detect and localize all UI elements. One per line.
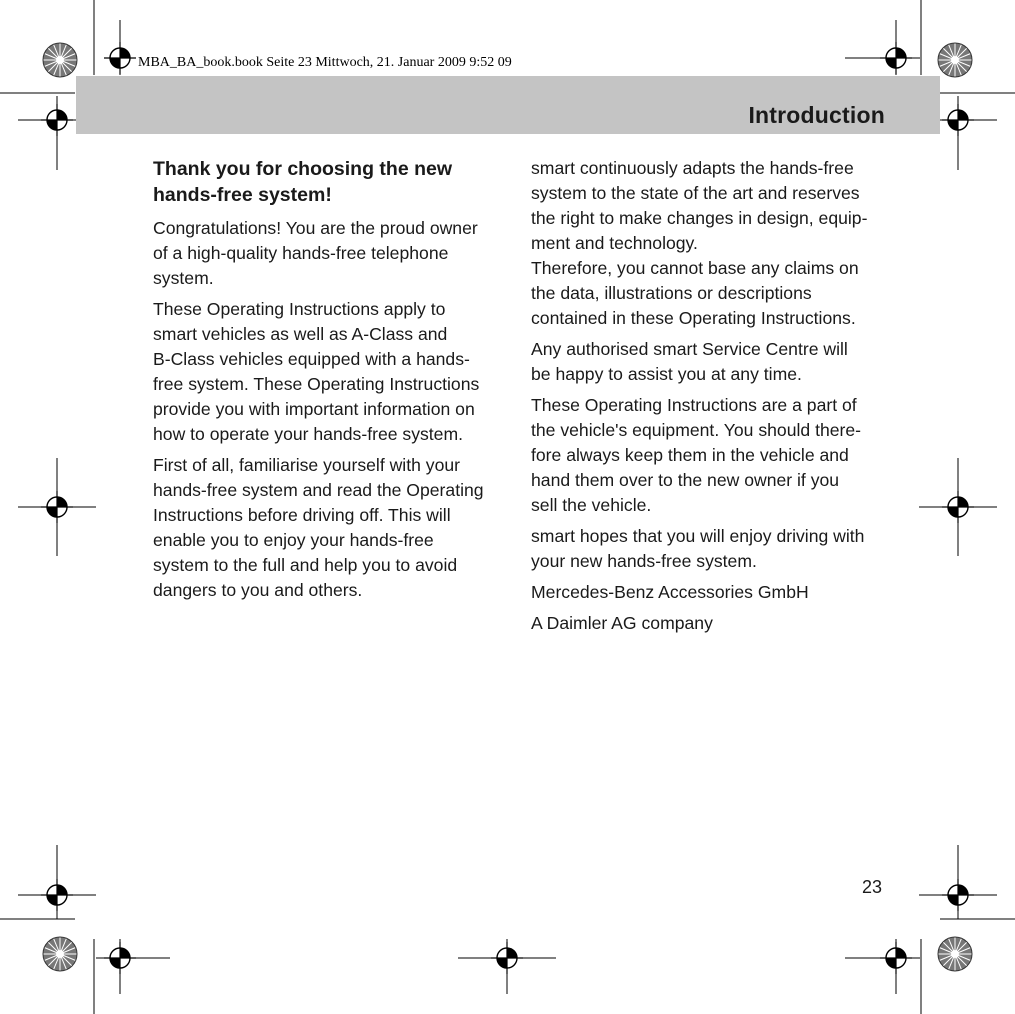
text-line: system. xyxy=(153,268,214,288)
text-line: be happy to assist you at any time. xyxy=(531,364,802,384)
page-number: 23 xyxy=(862,877,883,897)
paragraph xyxy=(531,156,893,331)
section-title: Introduction xyxy=(748,102,885,128)
text-line: First of all, familiarise yourself with your xyxy=(153,455,460,475)
text-line: your new hands-free system. xyxy=(531,551,757,571)
text-line: Instructions before driving off. This will xyxy=(153,505,451,525)
heading xyxy=(153,156,509,208)
text-line: smart vehicles as well as A-Class and xyxy=(153,324,448,344)
text-line: provide you with important information on xyxy=(153,399,475,419)
text-line: the data, illustrations or descriptions xyxy=(531,283,812,303)
text-line: Mercedes-Benz Accessories GmbH xyxy=(531,582,809,602)
text-line: hands-free system and read the Operating xyxy=(153,480,484,500)
text-line: Congratulations! You are the proud owner xyxy=(153,218,478,238)
text-line: Therefore, you cannot base any claims on xyxy=(531,258,859,278)
paragraph xyxy=(153,297,509,447)
text-line: These Operating Instructions are a part of xyxy=(531,395,857,415)
print-slug: MBA_BA_book.book Seite 23 Mittwoch, 21. Januar 2009 9:52 09 xyxy=(138,55,512,70)
text-line: ment and technology. xyxy=(531,233,698,253)
text-line: dangers to you and others. xyxy=(153,580,363,600)
text-line: enable you to enjoy your hands-free xyxy=(153,530,434,550)
paragraph xyxy=(531,611,893,636)
left-column xyxy=(153,156,509,609)
paragraph xyxy=(531,580,893,605)
text-line: B-Class vehicles equipped with a hands- xyxy=(153,349,470,369)
text-line: Any authorised smart Service Centre will xyxy=(531,339,848,359)
text-line: contained in these Operating Instructions. xyxy=(531,308,856,328)
text-line: hand them over to the new owner if you xyxy=(531,470,840,490)
text-line: A Daimler AG company xyxy=(531,613,713,633)
text-line: These Operating Instructions apply to xyxy=(153,299,446,319)
text-line: free system. These Operating Instructions xyxy=(153,374,480,394)
paragraph xyxy=(153,216,509,291)
header-band xyxy=(76,76,940,134)
paragraph xyxy=(531,524,893,574)
paragraph xyxy=(153,453,509,603)
text-line: of a high-quality hands-free telephone xyxy=(153,243,449,263)
text-line: system to the full and help you to avoid xyxy=(153,555,458,575)
paragraph xyxy=(531,393,893,518)
heading-line: Thank you for choosing the new xyxy=(153,158,453,180)
text-line: the right to make changes in design, equip- xyxy=(531,208,868,228)
text-line: fore always keep them in the vehicle and xyxy=(531,445,849,465)
text-line: system to the state of the art and reserves xyxy=(531,183,860,203)
right-column xyxy=(531,156,893,642)
text-line: the vehicle's equipment. You should there- xyxy=(531,420,862,440)
text-line: sell the vehicle. xyxy=(531,495,652,515)
text-line: how to operate your hands-free system. xyxy=(153,424,464,444)
text-line: smart hopes that you will enjoy driving with xyxy=(531,526,865,546)
paragraph xyxy=(531,337,893,387)
heading-line: hands-free system! xyxy=(153,184,332,206)
text-line: smart continuously adapts the hands-free xyxy=(531,158,854,178)
